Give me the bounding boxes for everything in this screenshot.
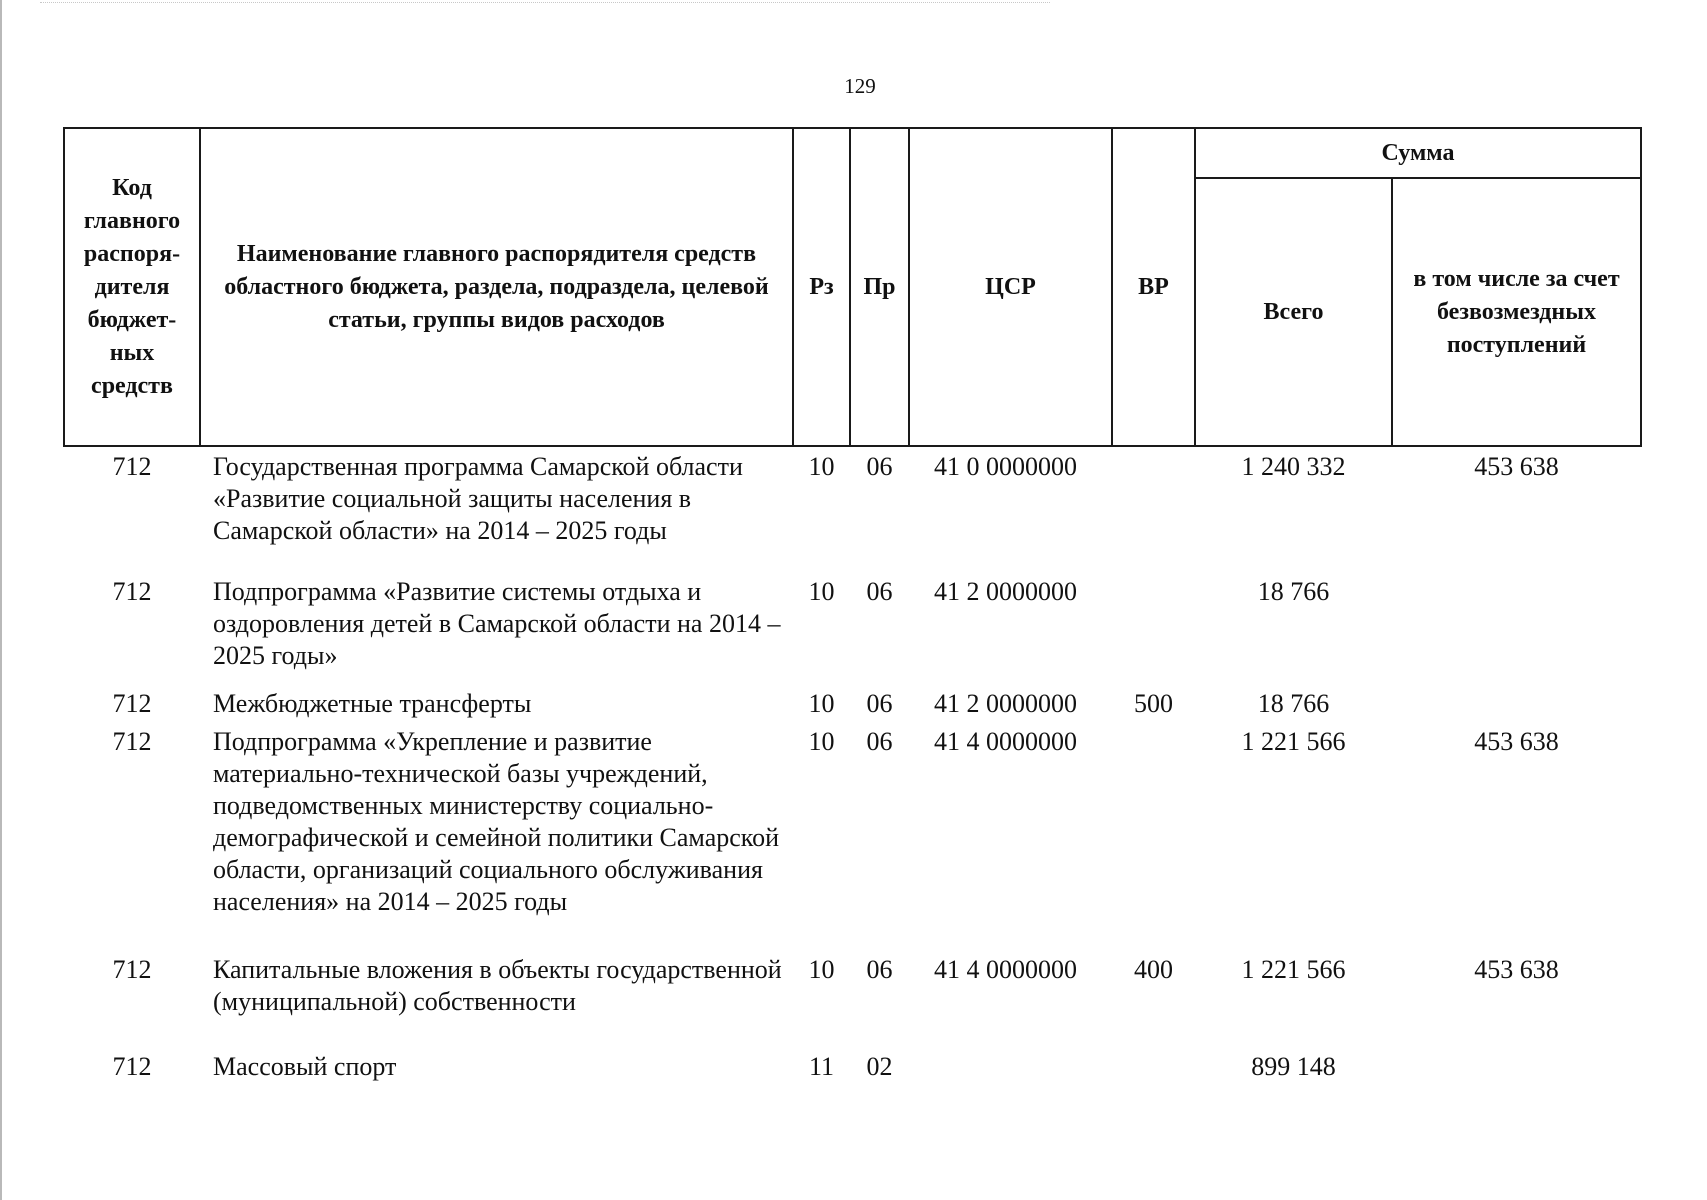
cell-grant: 453 638 [1474,955,1559,984]
table-row [64,688,1641,726]
cell-code: 712 [112,955,152,984]
table-row [64,954,1641,1051]
cell-code: 712 [112,727,152,756]
cell-total: 1 221 566 [1241,955,1346,984]
cell-name: Подпрограмма «Укрепление и развитие материально-технической базы учреждений, подведомственных министерству социально-демографической и семейной политики Самарской области, организаций социального обслуживания населения» на 2014 – 2025 годы [213,727,780,916]
header-pr: Пр [850,128,909,446]
table-header [64,128,1641,446]
cell-total: 18 766 [1257,689,1330,718]
table-row [64,1051,1641,1091]
cell-csr: 41 4 0000000 [934,955,1077,984]
cell-vr [1112,446,1195,576]
cell-vr [1112,726,1195,954]
header-vr: ВР [1112,128,1195,446]
cell-name: Государственная программа Самарской области «Развитие социальной защиты населения в Самарской области» на 2014 – 2025 годы [213,452,743,545]
scan-noise [40,2,1050,4]
cell-csr [909,1051,1112,1091]
cell-grant: 453 638 [1474,452,1559,481]
header-csr: ЦСР [909,128,1112,446]
table-row [64,726,1641,954]
header-total: Всего [1195,178,1392,446]
cell-pr: 06 [866,955,893,984]
cell-vr: 500 [1134,689,1173,718]
page-edge [0,0,2,1200]
table-row [64,576,1641,688]
cell-pr: 06 [866,452,893,481]
cell-rz: 10 [808,452,835,481]
cell-vr: 400 [1134,955,1173,984]
cell-name: Межбюджетные трансферты [213,689,532,718]
cell-code: 712 [112,1052,152,1081]
cell-csr: 41 2 0000000 [934,577,1077,606]
cell-total: 1 221 566 [1241,727,1346,756]
cell-code: 712 [112,452,152,481]
header-code: Код главного распоря-дителя бюджет-ных средств [64,128,200,446]
table-row [64,446,1641,576]
page-number: 129 [844,74,876,98]
budget-table [63,127,1642,1091]
header-sum: Сумма [1195,128,1641,178]
cell-name: Капитальные вложения в объекты государственной (муниципальной) собственности [213,955,782,1016]
cell-total: 1 240 332 [1241,452,1346,481]
cell-code: 712 [112,577,152,606]
header-rz: Рз [793,128,850,446]
cell-name: Подпрограмма «Развитие системы отдыха и оздоровления детей в Самарской области на 2014 – 2025 годы» [213,577,781,670]
cell-name: Массовый спорт [213,1052,397,1081]
table-body [64,446,1641,1091]
cell-rz: 10 [808,955,835,984]
cell-pr: 02 [866,1052,893,1081]
cell-csr: 41 0 0000000 [934,452,1077,481]
cell-rz: 10 [808,689,835,718]
cell-vr [1112,576,1195,688]
cell-grant [1392,576,1641,688]
cell-rz: 11 [808,1052,835,1081]
cell-total: 899 148 [1251,1052,1336,1081]
cell-rz: 10 [808,727,835,756]
header-name: Наименование главного распорядителя средств областного бюджета, раздела, подраздела, целевой статьи, группы видов расходов [200,128,793,446]
cell-code: 712 [112,689,152,718]
cell-pr: 06 [866,577,893,606]
cell-grant [1392,688,1641,726]
cell-pr: 06 [866,727,893,756]
cell-vr [1112,1051,1195,1091]
cell-csr: 41 2 0000000 [934,689,1077,718]
header-grant: в том числе за счет безвозмездных поступлений [1392,178,1641,446]
cell-rz: 10 [808,577,835,606]
cell-grant: 453 638 [1474,727,1559,756]
cell-pr: 06 [866,689,893,718]
cell-total: 18 766 [1257,577,1330,606]
cell-grant [1392,1051,1641,1091]
cell-csr: 41 4 0000000 [934,727,1077,756]
